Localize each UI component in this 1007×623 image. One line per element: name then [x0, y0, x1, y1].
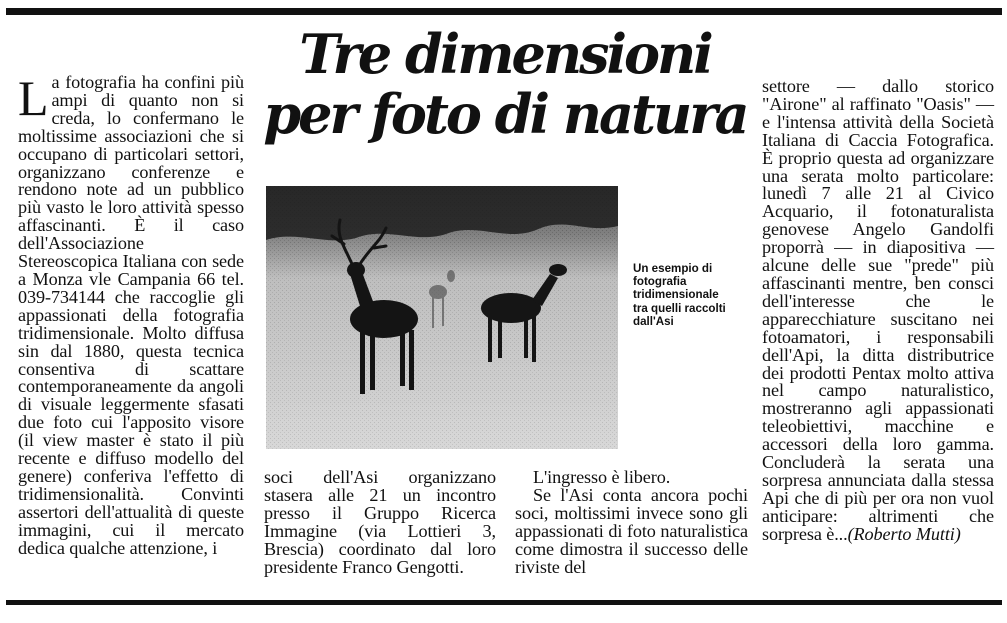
article-column-3	[515, 469, 748, 576]
byline: (Roberto Mutti)	[847, 523, 961, 544]
article-column-1	[18, 70, 244, 558]
bottom-rule	[6, 600, 1002, 605]
article-column-4	[762, 78, 994, 544]
column-2-text: soci dell'Asi organizzano stasera alle 21 un incontro presso il Gruppo Ricerca Immagine (via Lottieri 3, Brescia) coordinato dal loro presidente Franco Gengotti.	[264, 467, 496, 577]
photo-caption	[633, 262, 755, 328]
column-3-paragraph-2: Se l'Asi conta ancora pochi soci, moltissimi invece sono gli appassionati di foto naturalistica come dimostra il successo delle riviste del	[515, 484, 748, 577]
caption-line: fotografia	[633, 275, 687, 289]
caption-line: dall'Asi	[633, 314, 674, 328]
caption-line: tridimensionale	[633, 288, 719, 302]
column-4-text: settore — dallo storico "Airone" al raffinato "Oasis" — e l'intensa attività della Società Italiana di Caccia Fotografica. È proprio questa ad organizzare una serata molto particolare: lunedì 7 alle 21 al Civico Acquario, il fotonaturalista genovese Angelo Gandolfi proporrà — in diapositiva — alcune delle sue "prede" più affascinanti mentre, ben consci dell'interesse che le apparecchiature suscitano nei fotoamatori, i responsabili dell'Api, la ditta distributrice dei prodotti Pentax molto attiva nel campo naturalistico, mostreranno agli appassionati teleobiettivi, macchine e accessori della loro gamma. Concluderà la serata una sorpresa annunciata dalla stessa Api che di più per ora non vuol anticipare: altrimenti che sorpresa è...	[762, 76, 994, 544]
column-3-paragraph-1: L'ingresso è libero.	[533, 467, 671, 487]
caption-line: Un esempio di	[633, 262, 713, 275]
column-1-text: a fotografia ha confini più ampi di quanto non si creda, lo confermano le moltissime associazioni che si occupano di particolari settori, organizzano conferenze e rendono note ad un pubblico più vasto le loro attività spesso affascinanti. È il caso dell'Associazione Stereoscopica Italiana con sede a Monza vle Campania 66 tel. 039-734144 che raccoglie gli appassionati della fotografia tridimensionale. Molto diffusa sin dal 1880, questa tecnica consentiva di scattare contemporaneamente da angoli di visuale leggermente sfasati due foto cui l'apposito visore (il view master è stato il più recente e diffuso modello del genere) conferiva l'effetto di tridimensionalità. Convinti assertori dell'attualità di queste immagini, cui il mercato dedica qualche attenzione, i	[18, 72, 244, 558]
drop-cap: L	[18, 70, 49, 126]
headline	[255, 24, 755, 144]
headline-line-2: per foto di natura	[263, 82, 747, 146]
deer-photo	[266, 186, 618, 449]
article-column-2	[264, 469, 496, 576]
deer-photo-image	[266, 186, 618, 449]
headline-line-1: Tre dimensioni	[299, 22, 711, 86]
top-rule	[6, 8, 1002, 15]
caption-line: tra quelli raccolti	[633, 301, 726, 315]
